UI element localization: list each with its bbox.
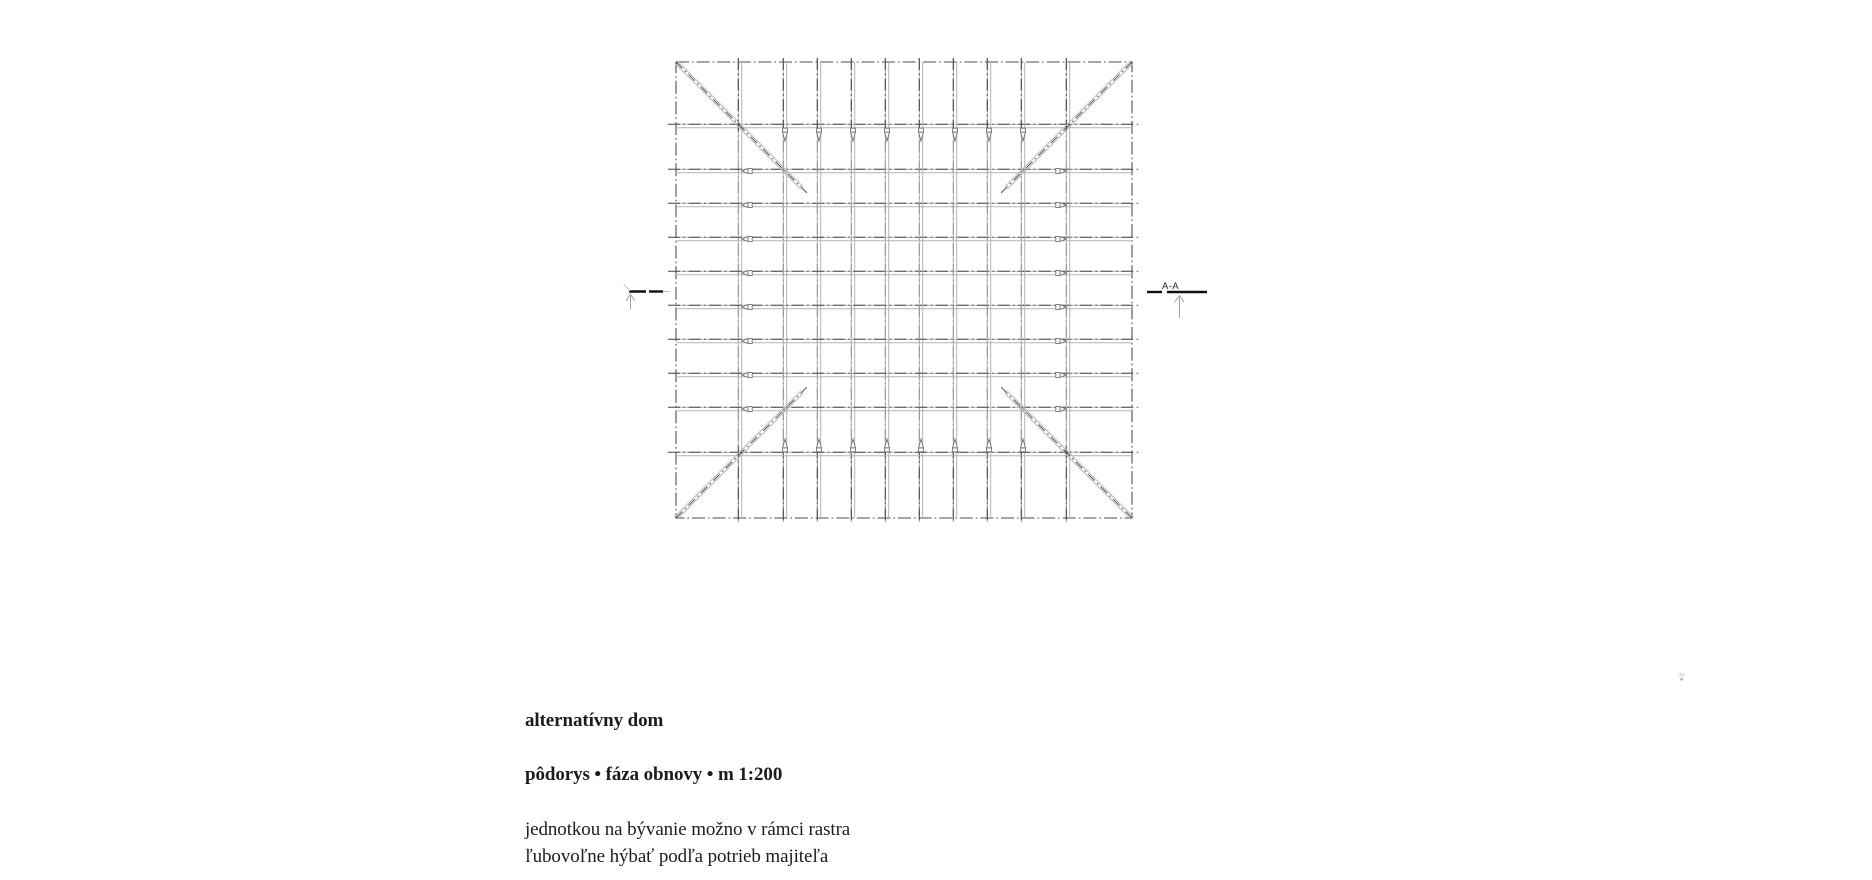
plan-description-line-2: ľubovoľne hýbať podľa potrieb majiteľa <box>525 846 829 867</box>
section-marker-left <box>624 284 671 309</box>
plan-title: alternatívny dom <box>525 710 664 731</box>
section-label: A-A <box>1162 281 1180 292</box>
stray-mark-icon <box>1678 672 1685 681</box>
plan-description-line-1: jednotkou na bývanie možno v rámci rastra <box>525 819 851 840</box>
section-marker-right <box>1147 281 1207 318</box>
corner-diagonals <box>675 61 1133 519</box>
plan-description <box>525 816 850 870</box>
plan-subtitle: pôdorys • fáza obnovy • m 1:200 <box>525 764 783 785</box>
